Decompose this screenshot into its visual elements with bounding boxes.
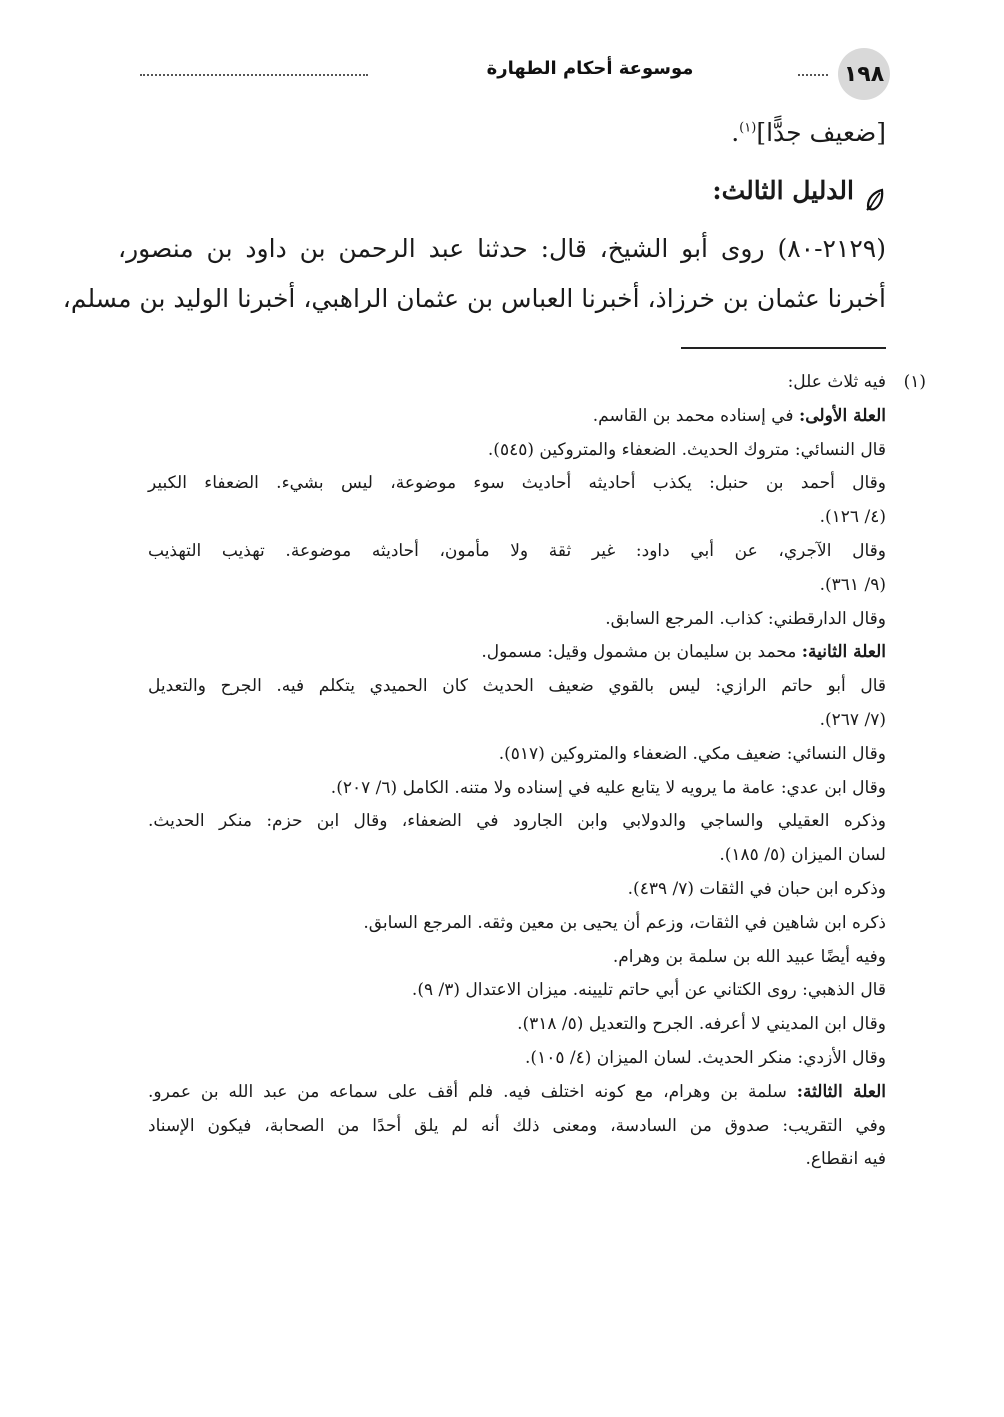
- footnote-line: (٩/ ٣٦١).: [819, 574, 886, 595]
- hadith-line-1: (٢١٢٩-٨٠) روى أبو الشيخ، قال: حدثنا عبد الرحمن بن داود بن منصور،: [118, 234, 886, 263]
- hadith-line-2: أخبرنا عثمان بن خرزاذ، أخبرنا العباس بن عثمان الراهبي، أخبرنا الوليد بن مسلم،: [62, 284, 886, 313]
- main-text: [62, 108, 886, 324]
- footnote-line: لسان الميزان (٥/ ١٨٥).: [719, 845, 886, 866]
- footnote-line: وقال أحمد بن حنبل: يكذب أحاديثه أحاديث سوء موضوعة، ليس بشيء. الضعفاء الكبير: [148, 473, 886, 494]
- footnote-line: وذكره العقيلي والساجي والدولابي وابن الجارود في الضعفاء، وقال ابن حزم: منكر الحديث.: [148, 811, 886, 832]
- footnote-body: [148, 366, 886, 1177]
- heading-text: الدليل الثالث:: [712, 176, 854, 205]
- section-heading: [118, 166, 886, 216]
- footnote-line: (٧/ ٢٦٧).: [819, 709, 886, 730]
- footnote-line: فيه انقطاع.: [805, 1149, 886, 1170]
- footnote-block: [148, 366, 926, 1177]
- footnote-line: قال النسائي: متروك الحديث. الضعفاء والمتروكين (٥٤٥).: [487, 439, 886, 460]
- page-number: ١٩٨: [838, 48, 890, 100]
- footnote-line: وقال الأزدي: منكر الحديث. لسان الميزان (٤/ ١٠٥).: [525, 1047, 886, 1068]
- footnote-separator: [681, 347, 886, 349]
- footnote-line: وقال الآجري، عن أبي داود: غير ثقة ولا مأمون، أحاديثه موضوعة. تهذيب التهذيب: [148, 540, 886, 561]
- header-dotted-leader-left: [140, 74, 368, 76]
- footnote-marker: (١): [903, 372, 926, 392]
- footnote-line: وفي التقريب: صدوق من السادسة، ومعنى ذلك أنه لم يلق أحدًا من الصحابة، فيكون الإسناد: [148, 1115, 886, 1136]
- page-header: [140, 48, 890, 100]
- hadith-verdict: [118, 108, 886, 158]
- footnote-line: العلة الأولى: في إسناده محمد بن القاسم.: [592, 405, 886, 426]
- header-dotted-leader-right: [798, 74, 828, 76]
- cause-label: العلة الثانية:: [801, 642, 886, 663]
- leaf-ornament-icon: [864, 179, 886, 203]
- footnote-line: وقال ابن المديني لا أعرفه. الجرح والتعديل (٥/ ٣١٨).: [517, 1014, 886, 1035]
- footnote-line: وفيه أيضًا عبيد الله بن سلمة بن وهرام.: [612, 946, 886, 967]
- footnote-line: ذكره ابن شاهين في الثقات، وزعم أن يحيى بن معين وثقه. المرجع السابق.: [363, 912, 886, 933]
- verdict-period: .: [731, 118, 740, 147]
- footnote-line: قال الذهبي: روى الكتاني عن أبي حاتم تليينه. ميزان الاعتدال (٣/ ٩).: [411, 980, 886, 1001]
- cause-label: العلة الأولى:: [798, 405, 886, 426]
- footnote-line: العلة الثانية: محمد بن سليمان بن مشمول وقيل: مسمول.: [481, 642, 886, 663]
- footnote-line: وذكره ابن حبان في الثقات (٧/ ٤٣٩).: [627, 878, 886, 899]
- footnote-reference[interactable]: (١): [739, 120, 757, 136]
- footnote-line: فيه ثلاث علل:: [787, 372, 886, 392]
- footnote-line: العلة الثالثة: سلمة بن وهرام، مع كونه اختلف فيه. فلم أقف على سماعه من عبد الله بن عمرو.: [148, 1081, 886, 1102]
- footnote-line: قال أبو حاتم الرازي: ليس بالقوي ضعيف الحديث كان الحميدي يتكلم فيه. الجرح والتعديل: [148, 676, 886, 697]
- verdict-text: [ضعيف جدًّا]: [756, 118, 886, 147]
- cause-label: العلة الثالثة:: [796, 1081, 886, 1102]
- footnote-line: وقال النسائي: ضعيف مكي. الضعفاء والمتروكين (٥١٧).: [498, 743, 886, 764]
- running-title: موسوعة أحكام الطهارة: [486, 58, 694, 79]
- footnote-line: وقال ابن عدي: عامة ما يرويه لا يتابع عليه في إسناده ولا متنه. الكامل (٦/ ٢٠٧).: [330, 777, 886, 798]
- footnote-line: (٤/ ١٢٦).: [819, 507, 886, 528]
- footnote-line: وقال الدارقطني: كذاب. المرجع السابق.: [605, 608, 886, 629]
